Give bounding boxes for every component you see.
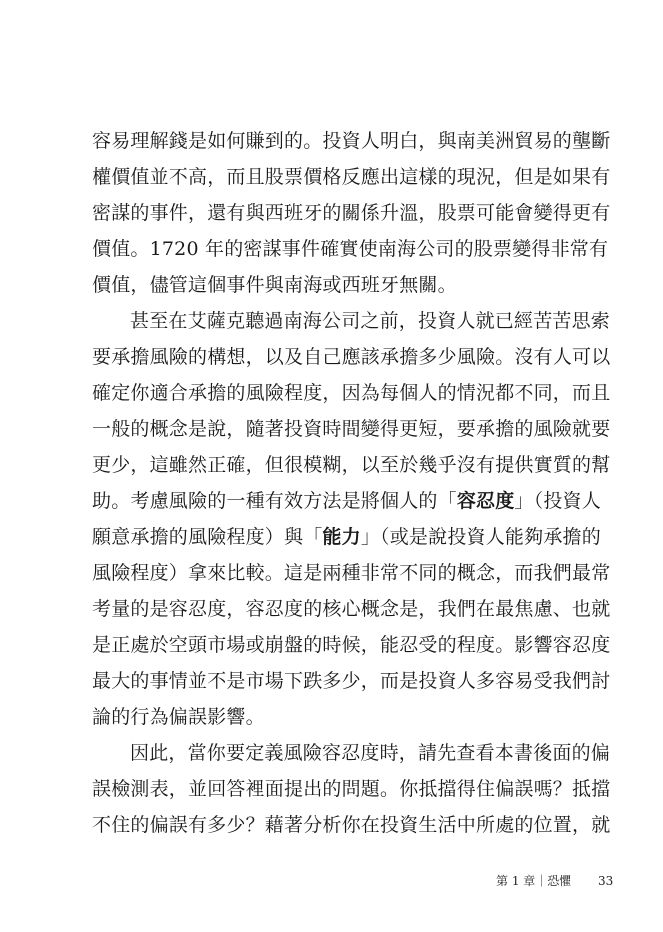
text-line: 考量的是容忍度，容忍度的核心概念是，我們在最焦慮、也就 bbox=[92, 598, 611, 620]
text-line: 甚至在艾薩克聽過南海公司之前，投資人就已經苦苦思索 bbox=[130, 310, 611, 332]
text-line: 密謀的事件，還有與西班牙的關係升溫，股票可能會變得更有 bbox=[92, 202, 611, 224]
text-line: 權價值並不高，而且股票價格反應出這樣的現況，但是如果有 bbox=[92, 166, 611, 188]
body-text bbox=[92, 123, 611, 843]
text-run: 」（或是說投資人能夠承擔的 bbox=[360, 526, 601, 548]
paragraph-2 bbox=[92, 303, 611, 735]
page-number: 33 bbox=[598, 874, 614, 888]
text-line: 要承擔風險的構想，以及自己應該承擔多少風險。沒有人可以 bbox=[92, 346, 611, 368]
text-line: 不住的偏誤有多少？藉著分析你在投資生活中所處的位置，就 bbox=[92, 814, 611, 836]
text-run: 助。考慮風險的一種有效方法是將個人的「 bbox=[92, 490, 457, 512]
text-line: 更少，這雖然正確，但很模糊，以至於幾乎沒有提供實質的幫 bbox=[92, 454, 611, 476]
running-head: 第 1 章｜恐懼 bbox=[496, 874, 572, 888]
text-line: 容易理解錢是如何賺到的。投資人明白，與南美洲貿易的壟斷 bbox=[92, 130, 611, 152]
text-line: 價值。1720 年的密謀事件確實使南海公司的股票變得非常有 bbox=[92, 238, 609, 260]
text-run: 願意承擔的風險程度）與「 bbox=[92, 526, 323, 548]
term-tolerance: 容忍度 bbox=[456, 490, 515, 512]
text-line: 一般的概念是說，隨著投資時間變得更短，要承擔的風險就要 bbox=[92, 418, 611, 440]
text-line bbox=[92, 519, 601, 555]
text-line: 論的行為偏誤影響。 bbox=[92, 706, 265, 728]
paragraph-3 bbox=[92, 735, 611, 843]
text-line: 確定你適合承擔的風險程度，因為每個人的情況都不同，而且 bbox=[92, 382, 611, 404]
term-capacity: 能力 bbox=[322, 526, 361, 548]
text-line: 風險程度）拿來比較。這是兩種非常不同的概念，而我們最常 bbox=[92, 562, 611, 584]
text-line: 因此，當你要定義風險容忍度時，請先查看本書後面的偏 bbox=[130, 742, 611, 764]
text-line: 是正處於空頭市場或崩盤的時候，能忍受的程度。影響容忍度 bbox=[92, 634, 611, 656]
text-line: 誤檢測表，並回答裡面提出的問題。你抵擋得住偏誤嗎？抵擋 bbox=[92, 778, 611, 800]
text-line: 最大的事情並不是市場下跌多少，而是投資人多容易受我們討 bbox=[92, 670, 611, 692]
text-run: 」（投資人 bbox=[514, 490, 601, 512]
text-line bbox=[92, 483, 601, 519]
paragraph-1 bbox=[92, 123, 611, 303]
text-line: 價值，儘管這個事件與南海或西班牙無關。 bbox=[92, 274, 457, 296]
